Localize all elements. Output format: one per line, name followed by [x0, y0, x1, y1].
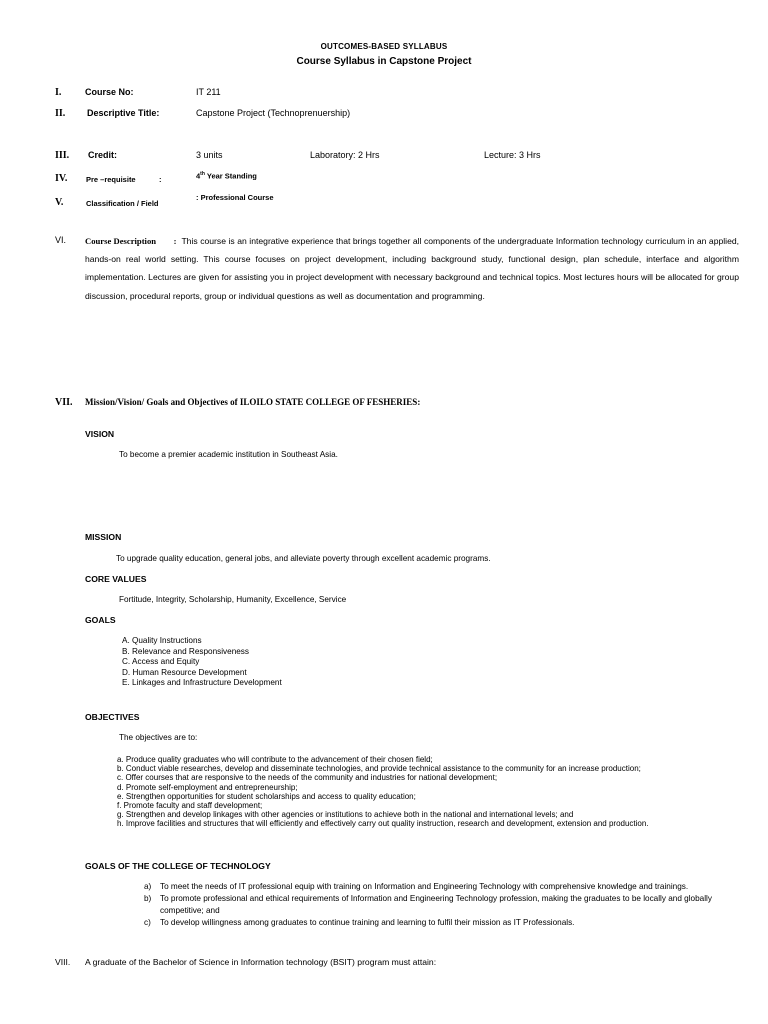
vision-text: To become a premier academic institution in Southeast Asia. — [119, 450, 338, 459]
list-item: B. Relevance and Responsiveness — [122, 646, 249, 656]
vision-heading: VISION — [85, 429, 115, 439]
list-item: d. Promote self-employment and entrepreneurship; — [117, 782, 298, 792]
list-item: g. Strengthen and develop linkages with other agencies or institutions to achieve both in the national and international levels; and — [117, 810, 574, 820]
list-item: c. Offer courses that are responsive to the needs of the community and industries for national development; — [117, 773, 498, 783]
core-values-heading: CORE VALUES — [85, 574, 147, 584]
prerequisite-label: Pre –requisite — [86, 175, 136, 184]
course-no-label: Course No: — [85, 87, 134, 97]
field-number: III. — [55, 150, 70, 161]
objectives-list — [117, 755, 649, 829]
list-item: h. Improve facilities and structures that will efficiently and effectively carry out quality instruction, research and development, extension and production. — [117, 819, 649, 829]
goals-heading: GOALS — [85, 615, 116, 625]
credit-value: 3 units — [196, 150, 223, 160]
list-item: E. Linkages and Infrastructure Development — [122, 678, 282, 688]
field-number: II. — [55, 108, 66, 119]
course-no-value: IT 211 — [196, 87, 221, 97]
descriptive-title-value: Capstone Project (Technoprenuership) — [196, 108, 351, 118]
field-number: VI. — [55, 235, 67, 245]
prerequisite-colon: : — [159, 175, 162, 184]
mission-section-title: Mission/Vision/ Goals and Objectives of ILOILO STATE COLLEGE OF FESHERIES: — [85, 397, 421, 407]
laboratory-hours: Laboratory: 2 Hrs — [310, 150, 380, 160]
goals-list — [122, 636, 282, 689]
objectives-intro: The objectives are to: — [119, 733, 198, 742]
classification-label: Classification / Field — [86, 199, 159, 208]
section-number: VIII. — [55, 957, 71, 967]
section-number: VII. — [55, 397, 73, 408]
descriptive-title-label: Descriptive Title: — [87, 108, 160, 118]
classification-value: : Professional Course — [196, 193, 274, 202]
list-item: b. Conduct viable researches, develop and disseminate technologies, and provide technical assistance to the community for an increase production; — [117, 764, 641, 774]
course-description — [85, 232, 739, 305]
document-kicker: OUTCOMES-BASED SYLLABUS — [320, 42, 448, 51]
list-item: D. Human Resource Development — [122, 667, 247, 677]
mission-text: To upgrade quality education, general jobs, and alleviate poverty through excellent academic programs. — [116, 554, 491, 563]
objectives-heading: OBJECTIVES — [85, 712, 140, 722]
list-item: a) To meet the needs of IT professional equip with training on Information and Engineering Technology with comprehensive knowledge and trainings. — [144, 882, 689, 891]
section-viii-text: A graduate of the Bachelor of Science in Information technology (BSIT) program must attain: — [85, 957, 437, 967]
document-title: Course Syllabus in Capstone Project — [296, 56, 472, 67]
list-item: A. Quality Instructions — [122, 636, 202, 645]
field-number: V. — [55, 197, 64, 208]
list-item: e. Strengthen opportunities for student scholarships and access to quality education; — [117, 791, 416, 801]
mission-heading: MISSION — [85, 532, 122, 542]
prerequisite-value: 4th Year Standing — [196, 171, 257, 181]
list-item: b) To promote professional and ethical requirements of Information and Engineering Technology profession, making the graduates to be locally and globally competitive; and — [144, 894, 712, 915]
list-item: C. Access and Equity — [122, 657, 200, 667]
list-item: f. Promote faculty and staff development; — [117, 801, 263, 811]
list-item: a. Produce quality graduates who will contribute to the advancement of their chosen field; — [117, 755, 433, 764]
core-values-text: Fortitude, Integrity, Scholarship, Humanity, Excellence, Service — [119, 595, 347, 604]
course-description-label: Course Description — [85, 236, 157, 246]
college-goals-heading: GOALS OF THE COLLEGE OF TECHNOLOGY — [85, 861, 271, 871]
course-description-text: This course is an integrative experience that brings together all components of the undergraduate Information technology curriculum in an applied, hands-on real world setting. This course focuses on project development, including background study, functional design, plan schedule, interface and algorithm implementation. Lectures are given for assisting you in project development with necessary background and technical topics. Most lectures hours will be allocated for group discussion, procedural reports, group or individual questions as well as documentation and programming. — [85, 236, 740, 301]
course-description-colon: : — [173, 236, 177, 246]
credit-label: Credit: — [88, 150, 117, 160]
list-item: c) To develop willingness among graduates to continue training and learning to fulfil their mission as IT Professionals. — [144, 918, 575, 927]
college-goals-list — [144, 881, 754, 929]
field-number: IV. — [55, 173, 68, 184]
lecture-hours: Lecture: 3 Hrs — [484, 150, 541, 160]
field-number: I. — [55, 87, 62, 98]
